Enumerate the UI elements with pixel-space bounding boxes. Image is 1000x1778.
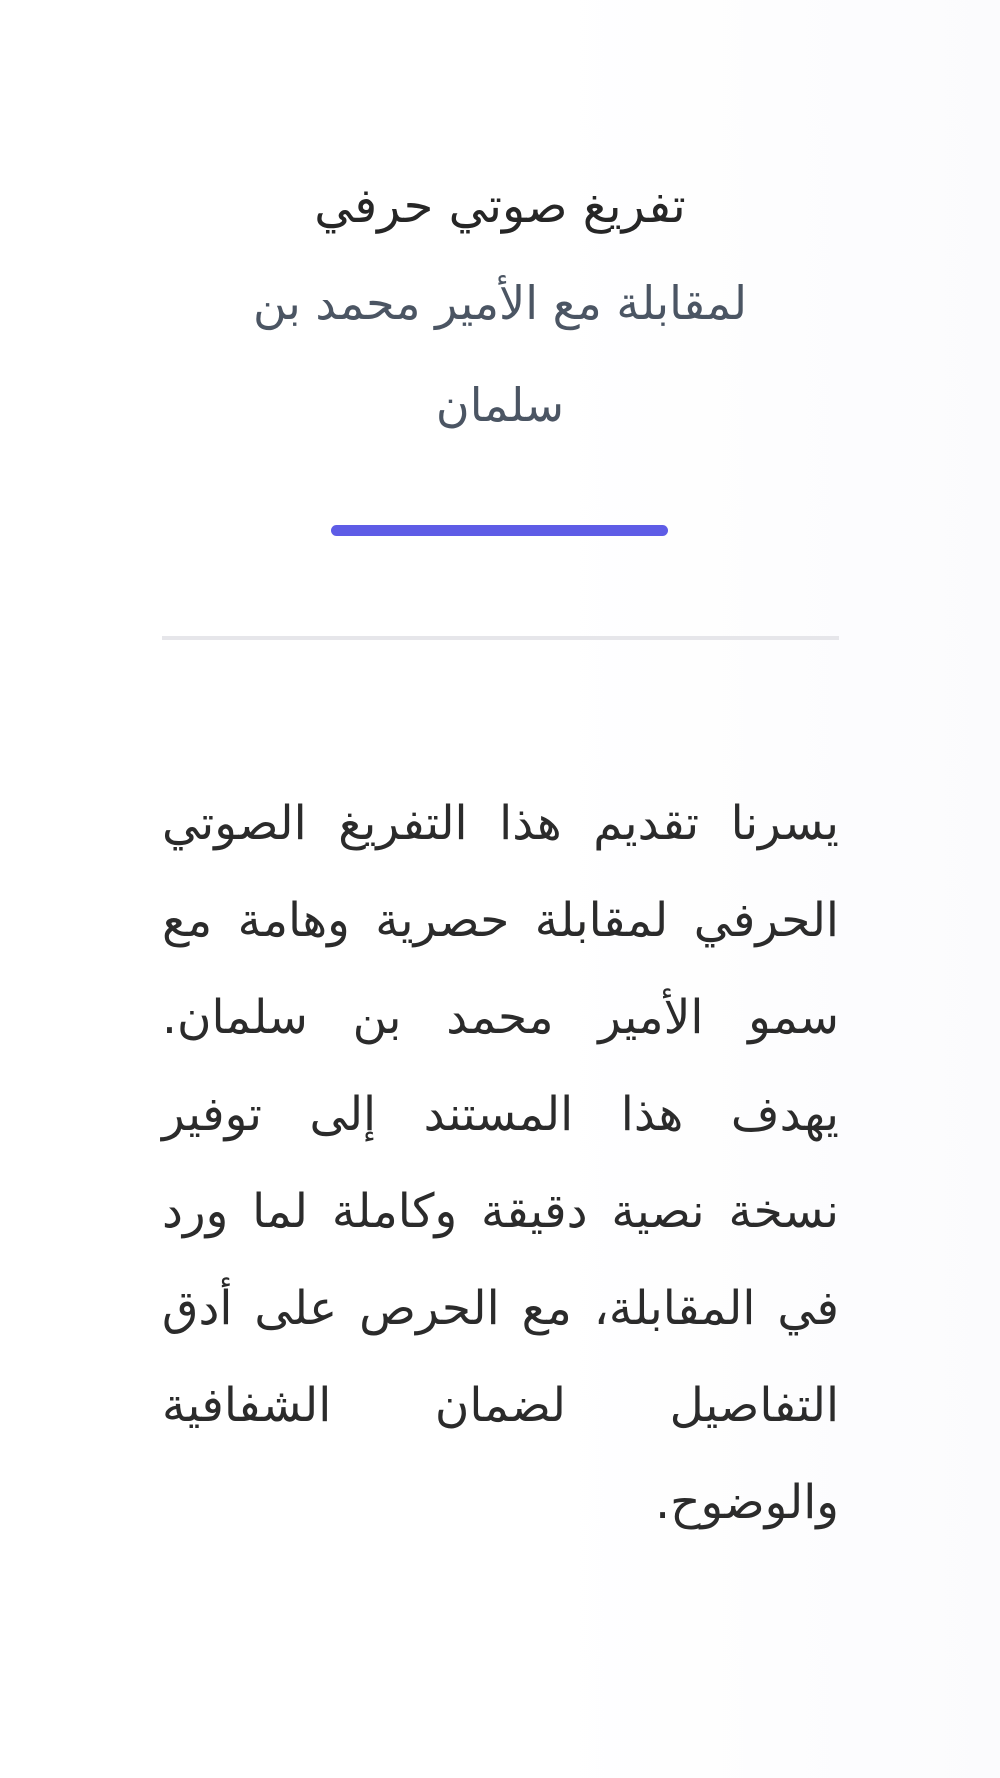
document-subtitle: لمقابلة مع الأمير محمد بن سلمان [252,276,747,432]
title-accent-bar [331,525,668,536]
intro-paragraph: يسرنا تقديم هذا التفريغ الصوتي الحرفي لمقابلة حصرية وهامة مع سمو الأمير محمد بن سلمان. يهدف هذا المستند إلى توفير نسخة نصية دقيقة وكاملة لما ورد في المقابلة، مع الحرص على أدق التفاصيل لضمان الشفافية والوضوح. [162,796,839,1530]
section-divider [162,636,839,640]
document-title: تفريغ صوتي حرفي [314,178,686,234]
document-header [160,170,840,456]
